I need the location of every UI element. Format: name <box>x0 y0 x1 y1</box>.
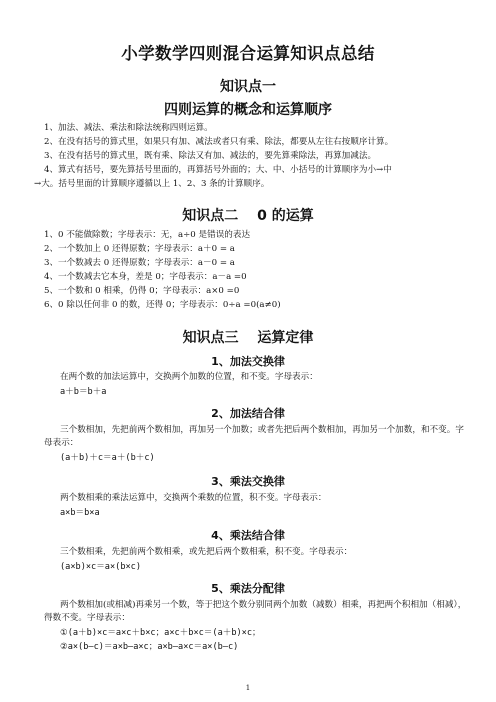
law-formula: a＋b＝b＋a <box>60 387 107 397</box>
section1-line: 3、在没有括号的算式里，既有乘、除法又有加、减法的，要先算乘除法，再算加减法。 <box>44 151 377 161</box>
law-title: 2、加法结合律 <box>211 407 285 420</box>
law-text: 在两个数的加法运算中，交换两个加数的位置，和不变。字母表示： <box>60 372 318 382</box>
law-title: 4、乘法结合律 <box>211 529 285 542</box>
section1-line: →大。括号里面的计算顺序遵循以上 1、2、3 条的计算顺序。 <box>34 179 270 189</box>
law-text: 三个数相乘，先把前两个数相乘，或先把后两个数相乘，积不变。字母表示： <box>60 547 353 557</box>
section1-line: 2、在没有括号的算式里，如果只有加、减法或者只有乘、除法，都要从左往右按顺序计算。 <box>44 137 394 147</box>
page-number: 1 <box>245 684 251 692</box>
document-title: 小学数学四则混合运算知识点总结 <box>121 44 375 63</box>
law-formula: ①(a＋b)×c＝a×c＋b×c；a×c＋b×c＝(a＋b)×c； <box>60 628 261 638</box>
law-formula: ②a×(b—c)＝a×b—a×c；a×b—a×c＝a×(b—c) <box>60 642 239 652</box>
law-formula: (a＋b)＋c＝a＋(b＋c) <box>60 453 155 463</box>
section1-subheading: 四则运算的概念和运算顺序 <box>164 102 332 118</box>
law-formula: a×b＝b×a <box>60 508 100 518</box>
section1-heading: 知识点一 <box>220 79 276 95</box>
section1-line: 1、加法、减法、乘法和除法统称四则运算。 <box>44 123 213 133</box>
section2-line: 4、一个数减去它本身，差是 0；字母表示：a－a =0 <box>44 272 247 282</box>
law-text: 两个数相乘的乘法运算中，交换两个乘数的位置，积不变。字母表示： <box>60 493 327 503</box>
section3-heading: 知识点三 运算定律 <box>182 330 314 346</box>
law-title: 5、乘法分配律 <box>211 582 285 595</box>
law-text: 两个数相加(或相减)再乘另一个数，等于把这个数分别同两个加数（减数）相乘，再把两个积相加（相减），得数不变。字母表示： <box>44 600 467 623</box>
section2-line: 1、0 不能做除数；字母表示：无，a÷0 是错误的表达 <box>44 230 251 240</box>
section2-line: 6、0 除以任何非 0 的数，还得 0；字母表示：0÷a =0(a≠0) <box>44 300 281 310</box>
section2-line: 5、一个数和 0 相乘，仍得 0；字母表示：a×0 =0 <box>44 286 240 296</box>
law-formula: (a×b)×c＝a×(b×c) <box>60 562 142 572</box>
law-title: 1、加法交换律 <box>211 355 285 368</box>
section2-heading: 知识点二 0 的运算 <box>182 208 314 224</box>
section1-line: 4、算式有括号，要先算括号里面的，再算括号外面的；大、中、小括号的计算顺序为小→中 <box>44 165 392 175</box>
section2-line: 2、一个数加上 0 还得原数；字母表示：a＋0 = a <box>44 244 235 254</box>
section2-line: 3、一个数减去 0 还得原数；字母表示：a－0 = a <box>44 258 235 268</box>
law-title: 3、乘法交换律 <box>211 475 285 488</box>
law-text: 三个数相加，先把前两个数相加，再加另一个加数；或者先把后两个数相加，再加另一个加数，和不变。字母表示： <box>44 425 464 448</box>
